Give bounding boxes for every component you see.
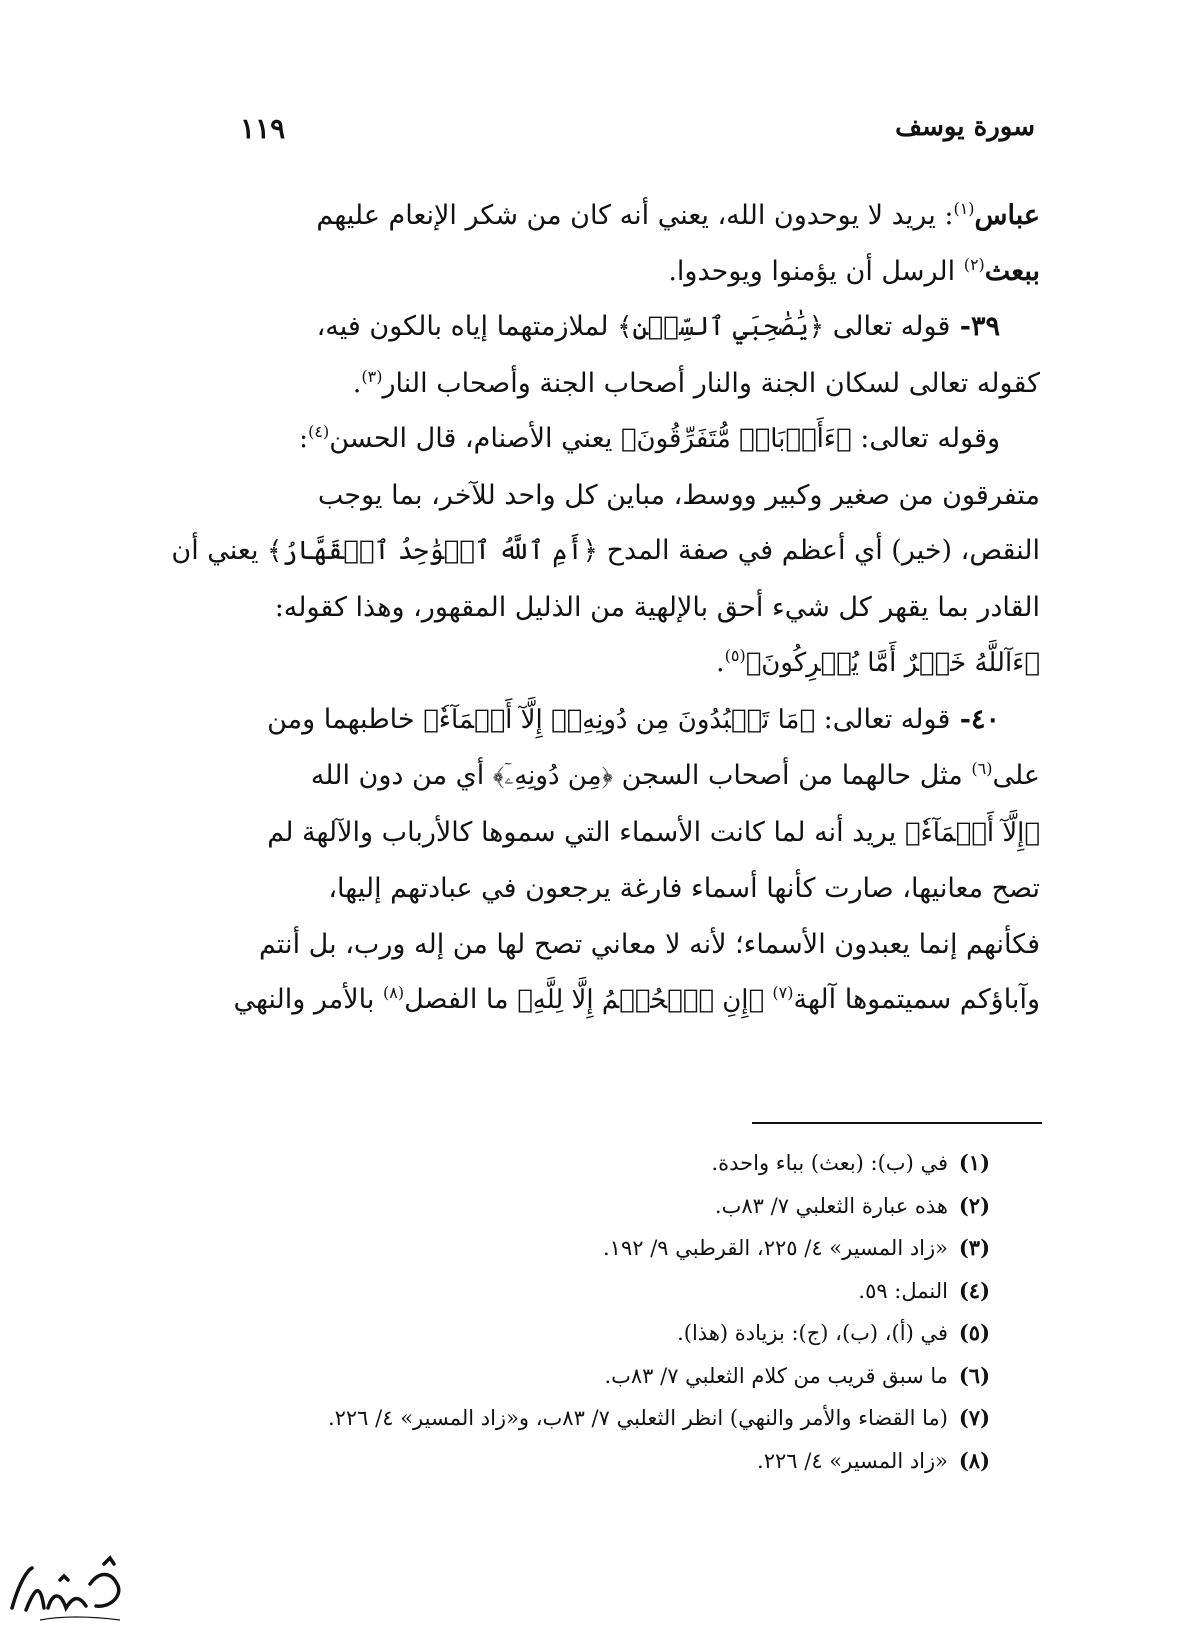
calligraphy-logo-icon — [0, 1550, 140, 1630]
quran-quote: ﴿أَمِ ٱللَّهُ ٱلۡوَٰحِدُ ٱلۡقَهَّارُ﴾ — [267, 536, 599, 566]
footnote-number: (٧) — [958, 1405, 990, 1430]
footnote — [140, 1142, 990, 1185]
footnote-ref: (٣) — [361, 366, 383, 386]
footnote-text: في (ب): (بعث) بباء واحدة. — [711, 1151, 948, 1175]
footnote — [140, 1355, 990, 1398]
footnote — [140, 1227, 990, 1270]
footnote-ref: (١) — [953, 199, 975, 218]
text-line — [140, 356, 1040, 412]
text-run: . — [352, 367, 362, 399]
verse-number: ٤٠- — [950, 703, 1000, 735]
footnote-text: «زاد المسير» ٤/ ٢٢٦. — [757, 1448, 948, 1473]
text-line — [140, 692, 1040, 749]
footnote-text: «زاد المسير» ٤/ ٢٢٥، القرطبي ٩/ ١٩٢. — [602, 1236, 948, 1260]
footnote-ref: (٨) — [382, 983, 405, 1002]
footnotes — [140, 1142, 1040, 1482]
text-run: على — [992, 760, 1040, 791]
footnote — [140, 1312, 990, 1355]
text-run: أي من دون الله — [310, 760, 493, 791]
text-run: وآباؤكم سميتموها آلهة — [793, 984, 1040, 1015]
quran-quote: ﴿يَٰصَٰحِبَيِ ٱلسِّجۡنِ﴾ — [617, 312, 825, 342]
text-line — [140, 188, 1040, 244]
text-line — [140, 805, 1040, 862]
main-text — [140, 188, 1040, 1029]
text-line: متفرقون من صغير وكبير ووسط، مباين كل واحد للآخر، بما يوجب — [317, 479, 1040, 511]
footnote-number: (١) — [958, 1150, 990, 1175]
text-run: ببعث — [984, 255, 1040, 287]
text-run: : — [299, 423, 309, 454]
text-run: الرسل أن يؤمنوا ويوحدوا. — [668, 255, 964, 287]
text-run: قوله تعالى — [824, 311, 951, 342]
text-line: فكأنهم إنما يعبدون الأسماء؛ لأنه لا معاني تصح لها من إله ورب، بل أنتم — [258, 928, 1040, 960]
text-run: مثل حالهما من أصحاب السجن — [613, 760, 972, 791]
text-line — [140, 523, 1040, 580]
text-run: : يريد لا يوحدون الله، يعني أنه كان من شكر الإنعام عليهم — [316, 200, 954, 231]
text-line — [140, 748, 1040, 805]
footnote-ref: (٦) — [971, 759, 993, 778]
footnote-separator — [752, 1122, 1042, 1124]
text-line — [140, 972, 1040, 1029]
text-run: . — [716, 647, 725, 678]
text-run: قوله تعالى: — [815, 703, 951, 735]
text-run: عباس — [974, 200, 1040, 231]
quran-quote: ﴿مِن دُونِهِۦٓ﴾ — [492, 761, 614, 791]
footnote-number: (٣) — [958, 1235, 990, 1260]
footnote-number: (٤) — [958, 1277, 990, 1303]
footnote-ref: (٥) — [724, 646, 746, 665]
page-header — [140, 112, 1045, 152]
footnote-text: النمل: ٥٩. — [858, 1278, 948, 1303]
quran-quote: ﴿مَا تَعۡبُدُونَ مِن دُونِهِۦٓ إِلَّآ أَسۡمَآءٗ﴾ — [423, 704, 816, 735]
page-number: ١١٩ — [240, 112, 286, 145]
text-run: ما الفصل — [404, 984, 518, 1015]
text-line — [140, 411, 1040, 468]
text-run: خاطبهما ومن — [267, 703, 424, 735]
text-run: بالأمر والنهي — [233, 984, 383, 1015]
footnote-text: هذه عبارة الثعلبي ٧/ ٨٣ب. — [714, 1193, 948, 1218]
text-line: القادر بما يقهر كل شيء أحق بالإلهية من الذليل المقهور، وهذا كقوله: — [274, 591, 1040, 623]
text-run: يريد أنه لما كانت الأسماء التي سموها كالأرباب والآلهة لم — [267, 816, 905, 848]
text-line: تصح معانيها، صارت كأنها أسماء فارغة يرجعون في عبادتهم إليها، — [328, 873, 1040, 904]
publisher-logo-icon — [0, 1550, 140, 1630]
footnote-ref: (٤) — [308, 422, 330, 441]
footnote-text: (ما القضاء والأمر والنهي) انظر الثعلبي ٧/ ٨٣ب، و«زاد المسير» ٤/ ٢٢٦. — [327, 1406, 948, 1430]
text-line — [140, 635, 1040, 692]
text-line — [140, 244, 1040, 300]
surah-title: سورة يوسف — [895, 112, 1035, 142]
footnote-number: (٥) — [958, 1320, 990, 1345]
footnote-number: (٦) — [958, 1362, 990, 1388]
text-run: لملازمتهما إياه بالكون فيه، — [316, 311, 618, 342]
text-run: يعني أن — [171, 535, 268, 566]
footnote-number: (٢) — [958, 1192, 990, 1218]
footnote-text: ما سبق قريب من كلام الثعلبي ٧/ ٨٣ب. — [604, 1363, 948, 1388]
footnote-number: (٨) — [958, 1447, 990, 1473]
quran-quote: ﴿ءَأَرۡبَابٞ مُّتَفَرِّقُونَ﴾ — [620, 424, 852, 454]
footnote — [140, 1185, 990, 1228]
footnote — [140, 1397, 990, 1440]
text-run: كقوله تعالى لسكان الجنة والنار أصحاب الجنة وأصحاب النار — [382, 367, 1040, 399]
footnote-ref: (٢) — [963, 254, 985, 274]
quran-quote: ﴿إِلَّآ أَسۡمَآءٗ﴾ — [904, 817, 1040, 848]
quran-quote: ﴿إِنِ ٱلۡحُكۡمُ إِلَّا لِلَّهِ﴾ — [517, 985, 773, 1015]
text-run: يعني الأصنام، قال الحسن — [329, 423, 621, 454]
quran-quote: ﴿ءَآللَّهُ خَيۡرٌ أَمَّا يُشۡرِكُونَ﴾ — [745, 648, 1040, 678]
footnote — [140, 1270, 990, 1313]
verse-number: ٣٩- — [950, 311, 1000, 342]
footnote — [140, 1440, 990, 1483]
text-run: النقص، (خير) أي أعظم في صفة المدح — [598, 535, 1040, 566]
footnote-text: في (أ)، (ب)، (ج): بزيادة (هذا). — [677, 1321, 948, 1345]
footnote-ref: (٧) — [772, 983, 794, 1002]
text-line — [140, 299, 1040, 356]
text-run: وقوله تعالى: — [851, 423, 1000, 454]
